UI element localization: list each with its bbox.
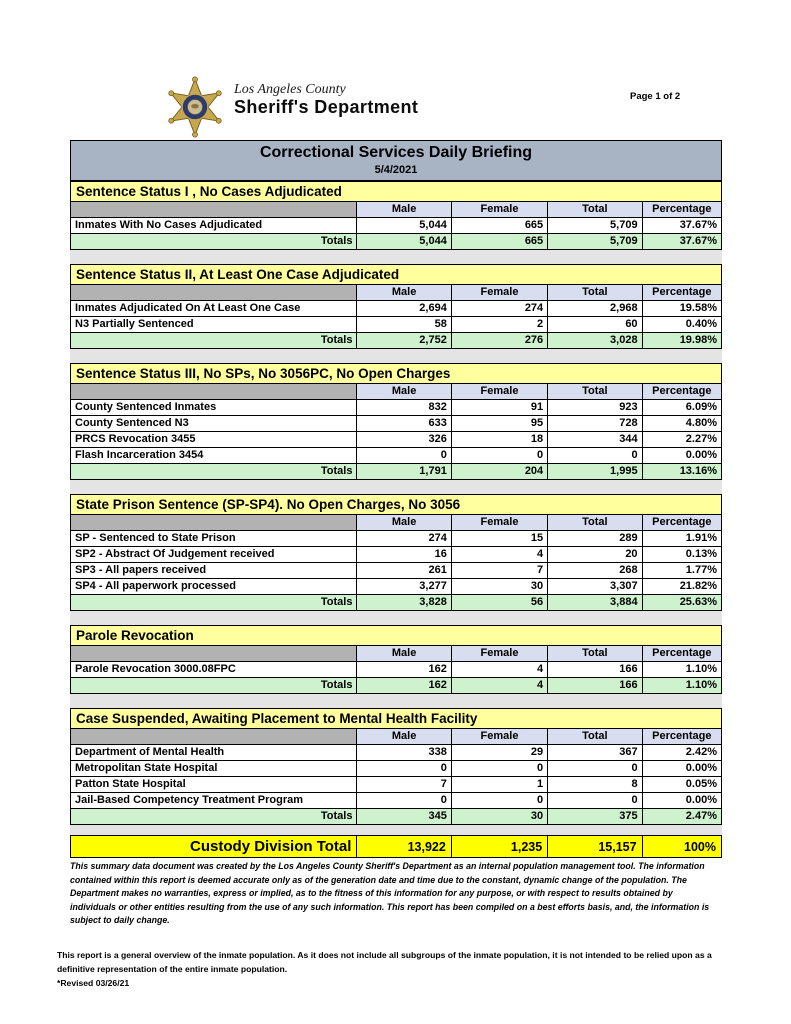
column-header-percentage: Percentage — [642, 285, 721, 301]
cell-total: 8 — [548, 777, 642, 793]
column-header-total: Total — [548, 646, 642, 662]
grand-total-female: 1,235 — [451, 836, 547, 858]
cell-total: 728 — [548, 416, 642, 432]
cell-total: 166 — [548, 662, 642, 678]
row-label: Flash Incarceration 3454 — [71, 448, 357, 464]
cell-female: 29 — [451, 745, 547, 761]
grand-total-section — [70, 835, 722, 858]
totals-label: Totals — [71, 678, 357, 694]
column-header-male: Male — [357, 202, 451, 218]
section-heading: Sentence Status II, At Least One Case Adjudicated — [70, 264, 722, 284]
totals-percentage: 37.67% — [642, 234, 721, 250]
sections-container — [70, 181, 722, 825]
cell-percentage: 19.58% — [642, 301, 721, 317]
totals-female: 204 — [451, 464, 547, 480]
section-5 — [70, 625, 722, 694]
column-header-total: Total — [548, 515, 642, 531]
section-table — [70, 728, 722, 825]
cell-total: 289 — [548, 531, 642, 547]
column-header-male: Male — [357, 285, 451, 301]
totals-percentage: 25.63% — [642, 595, 721, 611]
row-label: Parole Revocation 3000.08FPC — [71, 662, 357, 678]
overview-text: This report is a general overview of the inmate population. As it does not include all subgroups of the inmate population, it is not intended to be relied upon as a definitive representation of the entire inmate population. — [57, 950, 712, 974]
column-header-female: Female — [451, 202, 547, 218]
cell-total: 0 — [548, 793, 642, 809]
row-label: Inmates With No Cases Adjudicated — [71, 218, 357, 234]
cell-male: 0 — [357, 448, 451, 464]
document-header — [70, 76, 722, 140]
column-header-total: Total — [548, 285, 642, 301]
row-label: SP3 - All papers received — [71, 563, 357, 579]
column-header-male: Male — [357, 646, 451, 662]
column-header-male: Male — [357, 515, 451, 531]
cell-total: 2,968 — [548, 301, 642, 317]
section-heading: Case Suspended, Awaiting Placement to Mental Health Facility — [70, 708, 722, 728]
cell-female: 0 — [451, 448, 547, 464]
section-table — [70, 645, 722, 694]
section-2 — [70, 264, 722, 349]
table-row — [71, 531, 722, 547]
cell-total: 367 — [548, 745, 642, 761]
column-header-male: Male — [357, 729, 451, 745]
page-indicator: Page 1 of 2 — [630, 91, 681, 102]
totals-total: 3,884 — [548, 595, 642, 611]
grand-total-total: 15,157 — [548, 836, 642, 858]
column-header-percentage: Percentage — [642, 202, 721, 218]
cell-male: 832 — [357, 400, 451, 416]
table-row — [71, 416, 722, 432]
table-corner-cell — [71, 729, 357, 745]
totals-male: 3,828 — [357, 595, 451, 611]
cell-male: 7 — [357, 777, 451, 793]
cell-percentage: 37.67% — [642, 218, 721, 234]
cell-female: 95 — [451, 416, 547, 432]
report-date: 5/4/2021 — [374, 164, 418, 176]
totals-label: Totals — [71, 809, 357, 825]
totals-percentage: 1.10% — [642, 678, 721, 694]
table-row — [71, 745, 722, 761]
table-row — [71, 218, 722, 234]
cell-female: 4 — [451, 547, 547, 563]
cell-total: 3,307 — [548, 579, 642, 595]
cell-male: 58 — [357, 317, 451, 333]
cell-total: 5,709 — [548, 218, 642, 234]
cell-percentage: 4.80% — [642, 416, 721, 432]
cell-percentage: 1.91% — [642, 531, 721, 547]
cell-female: 0 — [451, 761, 547, 777]
grand-total-label: Custody Division Total — [71, 836, 357, 858]
cell-total: 344 — [548, 432, 642, 448]
totals-row — [71, 809, 722, 825]
cell-male: 633 — [357, 416, 451, 432]
column-header-total: Total — [548, 384, 642, 400]
row-label: Department of Mental Health — [71, 745, 357, 761]
totals-female: 4 — [451, 678, 547, 694]
section-table — [70, 201, 722, 250]
cell-male: 274 — [357, 531, 451, 547]
cell-total: 0 — [548, 448, 642, 464]
totals-male: 5,044 — [357, 234, 451, 250]
column-header-total: Total — [548, 202, 642, 218]
agency-name — [234, 76, 418, 117]
totals-total: 5,709 — [548, 234, 642, 250]
report-title: Correctional Services Daily Briefing — [259, 144, 533, 161]
cell-female: 18 — [451, 432, 547, 448]
cell-percentage: 1.77% — [642, 563, 721, 579]
column-header-total: Total — [548, 729, 642, 745]
cell-percentage: 0.13% — [642, 547, 721, 563]
row-label: County Sentenced N3 — [71, 416, 357, 432]
section-3 — [70, 363, 722, 480]
column-header-row — [71, 729, 722, 745]
totals-label: Totals — [71, 464, 357, 480]
report-body — [70, 140, 722, 858]
table-corner-cell — [71, 515, 357, 531]
cell-percentage: 0.00% — [642, 448, 721, 464]
totals-percentage: 19.98% — [642, 333, 721, 349]
cell-male: 16 — [357, 547, 451, 563]
cell-percentage: 21.82% — [642, 579, 721, 595]
row-label: County Sentenced Inmates — [71, 400, 357, 416]
cell-percentage: 0.05% — [642, 777, 721, 793]
cell-percentage: 2.27% — [642, 432, 721, 448]
cell-male: 2,694 — [357, 301, 451, 317]
cell-female: 665 — [451, 218, 547, 234]
row-label: SP - Sentenced to State Prison — [71, 531, 357, 547]
table-row — [71, 547, 722, 563]
table-row — [71, 448, 722, 464]
totals-percentage: 2.47% — [642, 809, 721, 825]
row-label: SP2 - Abstract Of Judgement received — [71, 547, 357, 563]
totals-row — [71, 333, 722, 349]
cell-total: 60 — [548, 317, 642, 333]
totals-female: 56 — [451, 595, 547, 611]
column-header-percentage: Percentage — [642, 384, 721, 400]
totals-label: Totals — [71, 333, 357, 349]
cell-total: 0 — [548, 761, 642, 777]
cell-percentage: 0.40% — [642, 317, 721, 333]
column-header-female: Female — [451, 384, 547, 400]
totals-total: 3,028 — [548, 333, 642, 349]
column-header-row — [71, 202, 722, 218]
table-row — [71, 662, 722, 678]
section-heading: Parole Revocation — [70, 625, 722, 645]
table-row — [71, 432, 722, 448]
section-heading: Sentence Status I , No Cases Adjudicated — [70, 181, 722, 201]
disclaimer-text: This summary data document was created by the Los Angeles County Sheriff's Department as an internal population management tool. The information contained within this report is deemed accurate only as of the generation date and time due to the constant, dynamic change of the population. The Department makes no warranties, express or implied, as to the fitness of this information for any purpose, or with respect to results obtained by individuals or other entities resulting from the use of any such information. This report has been compiled on a best efforts basis, and, the information is subject to daily change. — [70, 861, 710, 925]
report-title-bar — [70, 140, 722, 181]
section-heading: State Prison Sentence (SP-SP4). No Open Charges, No 3056 — [70, 494, 722, 514]
table-corner-cell — [71, 646, 357, 662]
cell-male: 162 — [357, 662, 451, 678]
cell-male: 0 — [357, 761, 451, 777]
totals-female: 30 — [451, 809, 547, 825]
column-header-row — [71, 515, 722, 531]
cell-male: 0 — [357, 793, 451, 809]
totals-label: Totals — [71, 234, 357, 250]
row-label: Patton State Hospital — [71, 777, 357, 793]
column-header-row — [71, 285, 722, 301]
grand-total-row — [71, 836, 722, 858]
column-header-row — [71, 646, 722, 662]
totals-male: 1,791 — [357, 464, 451, 480]
cell-female: 4 — [451, 662, 547, 678]
totals-percentage: 13.16% — [642, 464, 721, 480]
row-label: SP4 - All paperwork processed — [71, 579, 357, 595]
table-row — [71, 563, 722, 579]
agency-department-text: Sheriff's Department — [234, 97, 419, 117]
section-6 — [70, 708, 722, 825]
column-header-percentage: Percentage — [642, 729, 721, 745]
totals-row — [71, 595, 722, 611]
grand-total-table — [70, 835, 722, 858]
table-corner-cell — [71, 202, 357, 218]
cell-total: 923 — [548, 400, 642, 416]
overview-footnote — [57, 948, 741, 990]
cell-total: 20 — [548, 547, 642, 563]
cell-female: 7 — [451, 563, 547, 579]
section-table — [70, 514, 722, 611]
grand-total-male: 13,922 — [357, 836, 451, 858]
table-corner-cell — [71, 384, 357, 400]
totals-label: Totals — [71, 595, 357, 611]
totals-female: 665 — [451, 234, 547, 250]
lasd-logo — [164, 76, 418, 138]
section-4 — [70, 494, 722, 611]
table-row — [71, 400, 722, 416]
column-header-male: Male — [357, 384, 451, 400]
column-header-row — [71, 384, 722, 400]
revised-text: *Revised 03/26/21 — [57, 978, 130, 988]
cell-percentage: 1.10% — [642, 662, 721, 678]
table-row — [71, 579, 722, 595]
cell-female: 274 — [451, 301, 547, 317]
column-header-percentage: Percentage — [642, 515, 721, 531]
row-label: Metropolitan State Hospital — [71, 761, 357, 777]
totals-row — [71, 464, 722, 480]
totals-total: 375 — [548, 809, 642, 825]
cell-male: 5,044 — [357, 218, 451, 234]
totals-female: 276 — [451, 333, 547, 349]
section-heading: Sentence Status III, No SPs, No 3056PC, No Open Charges — [70, 363, 722, 383]
agency-county-text: Los Angeles County — [234, 82, 346, 97]
totals-row — [71, 678, 722, 694]
cell-percentage: 0.00% — [642, 793, 721, 809]
cell-female: 2 — [451, 317, 547, 333]
table-row — [71, 793, 722, 809]
row-label: PRCS Revocation 3455 — [71, 432, 357, 448]
cell-male: 326 — [357, 432, 451, 448]
column-header-female: Female — [451, 646, 547, 662]
section-table — [70, 284, 722, 349]
totals-male: 162 — [357, 678, 451, 694]
cell-percentage: 0.00% — [642, 761, 721, 777]
row-label: Jail-Based Competency Treatment Program — [71, 793, 357, 809]
section-table — [70, 383, 722, 480]
table-row — [71, 777, 722, 793]
table-row — [71, 301, 722, 317]
cell-female: 91 — [451, 400, 547, 416]
cell-male: 3,277 — [357, 579, 451, 595]
table-row — [71, 761, 722, 777]
grand-total-percentage: 100% — [642, 836, 721, 858]
cell-total: 268 — [548, 563, 642, 579]
section-1 — [70, 181, 722, 250]
cell-percentage: 2.42% — [642, 745, 721, 761]
row-label: Inmates Adjudicated On At Least One Case — [71, 301, 357, 317]
totals-male: 2,752 — [357, 333, 451, 349]
table-row — [71, 317, 722, 333]
row-label: N3 Partially Sentenced — [71, 317, 357, 333]
column-header-female: Female — [451, 285, 547, 301]
cell-female: 30 — [451, 579, 547, 595]
totals-total: 1,995 — [548, 464, 642, 480]
sheriff-star-icon — [164, 76, 226, 138]
cell-female: 1 — [451, 777, 547, 793]
totals-male: 345 — [357, 809, 451, 825]
cell-female: 0 — [451, 793, 547, 809]
cell-male: 261 — [357, 563, 451, 579]
column-header-female: Female — [451, 515, 547, 531]
column-header-female: Female — [451, 729, 547, 745]
totals-row — [71, 234, 722, 250]
cell-male: 338 — [357, 745, 451, 761]
column-header-percentage: Percentage — [642, 646, 721, 662]
cell-female: 15 — [451, 531, 547, 547]
cell-percentage: 6.09% — [642, 400, 721, 416]
totals-total: 166 — [548, 678, 642, 694]
table-corner-cell — [71, 285, 357, 301]
